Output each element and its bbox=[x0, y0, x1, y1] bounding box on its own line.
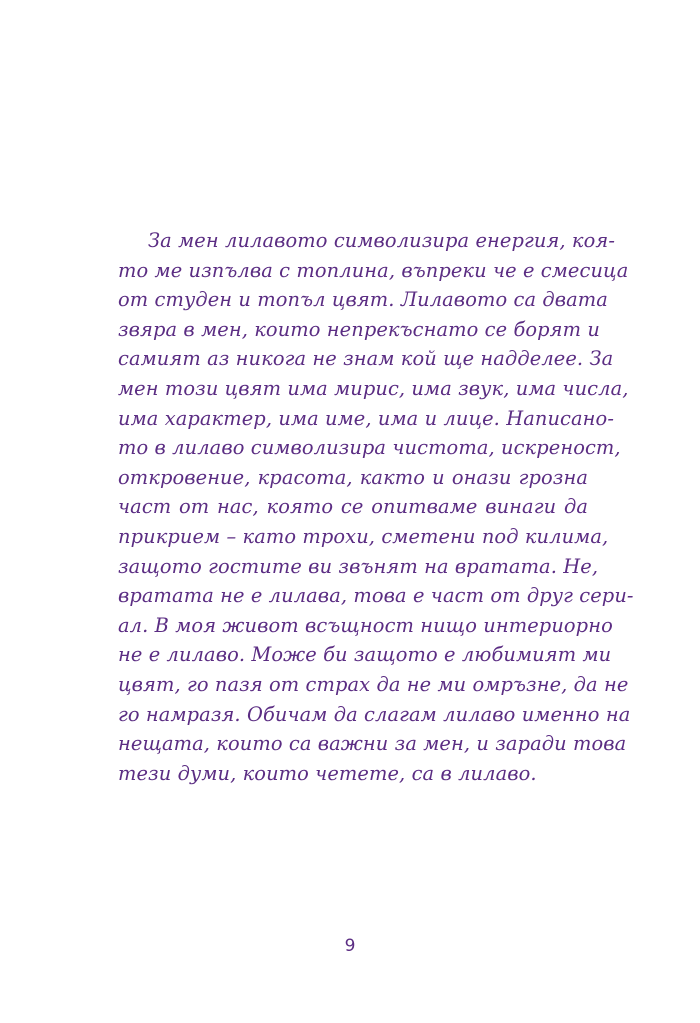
paragraph-line: не е лилаво. Може би защото е любимият ми bbox=[118, 643, 612, 667]
paragraph-line: вратата не е лилава, това е част от друг сери- bbox=[118, 584, 634, 608]
paragraph-line: мен този цвят има мирис, има звук, има числа, bbox=[118, 376, 629, 400]
page-number: 9 bbox=[344, 936, 356, 956]
paragraph-line: нещата, които са важни за мен, и заради това bbox=[118, 732, 627, 756]
paragraph-line: За мен лилавото символизира енергия, коя- bbox=[148, 229, 615, 252]
paragraph-line: тези думи, които четете, са в лилаво. bbox=[118, 761, 537, 785]
paragraph-line: го намразя. Обичам да слагам лилаво именно на bbox=[118, 702, 631, 726]
paragraph-line: прикрием – като трохи, сметени под килима, bbox=[118, 524, 609, 548]
paragraph-line: звяра в мен, които непрекъснато се борят и bbox=[118, 317, 600, 341]
paragraph-line: самият аз никога не знам кой ще надделее. За bbox=[118, 347, 614, 371]
paragraph-line: откровение, красота, както и онази грозна bbox=[118, 465, 588, 489]
paragraph-line: то в лилаво символизира чистота, искреност, bbox=[118, 436, 621, 460]
paragraph-line: то ме изпълва с топлина, въпреки че е смесица bbox=[118, 258, 629, 282]
body-paragraph bbox=[118, 226, 634, 788]
paragraph-line: част от нас, която се опитваме винаги да bbox=[118, 495, 588, 519]
paragraph-line: цвят, го пазя от страх да не ми омръзне, да не bbox=[118, 672, 629, 696]
paragraph-line: има характер, има име, има и лице. Написано- bbox=[118, 406, 614, 430]
paragraph-line: от студен и топъл цвят. Лилавото са двата bbox=[118, 288, 608, 312]
paragraph-line: защото гостите ви звънят на вратата. Не, bbox=[118, 554, 599, 578]
paragraph-line: ал. В моя живот всъщност нищо интериорно bbox=[118, 613, 613, 637]
